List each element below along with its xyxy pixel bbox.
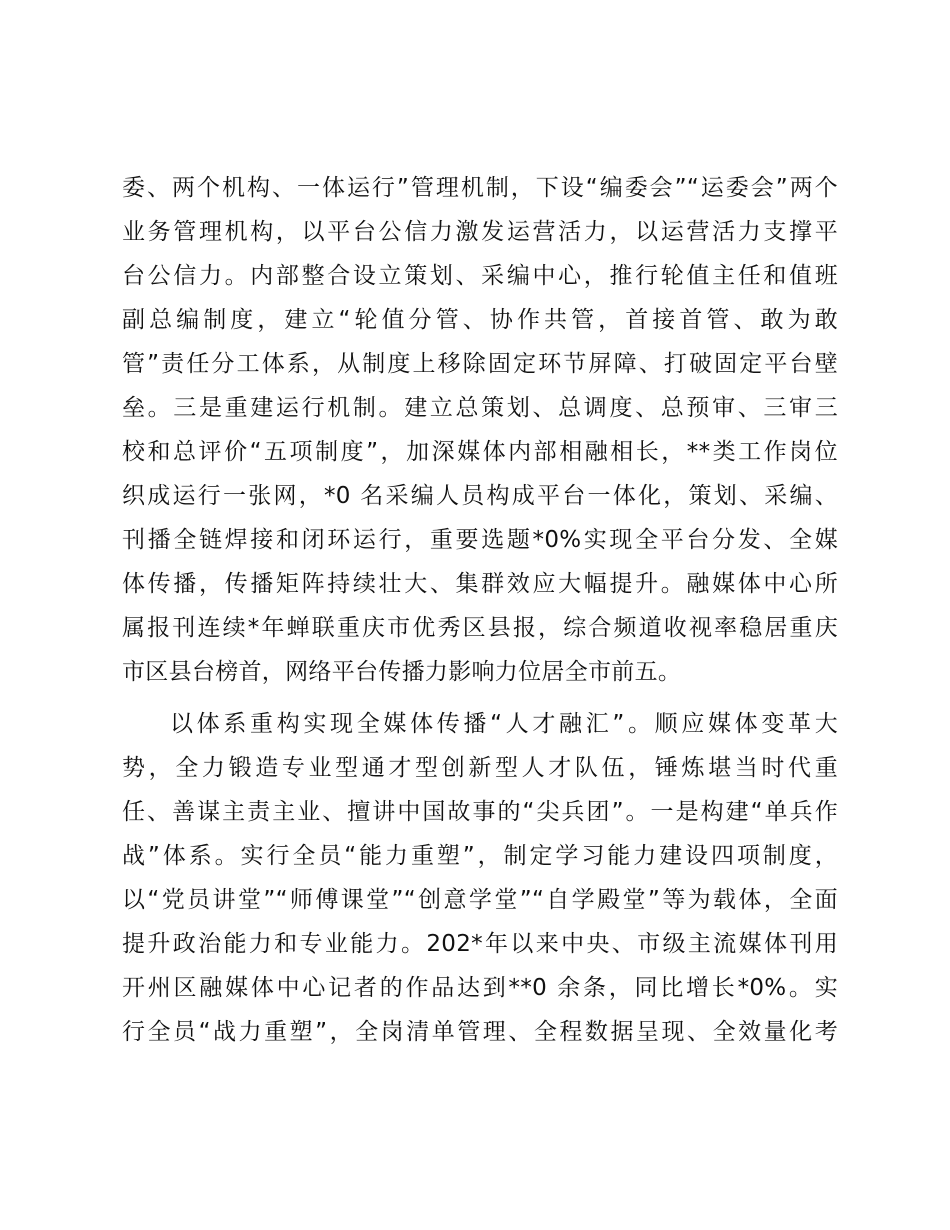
p1-line-11: 属报刊连续*年蝉联重庆市优秀区县报，综合频道收视率稳居重庆 <box>122 615 838 641</box>
p1-line-10: 体传播，传播矩阵持续壮大、集群效应大幅提升。融媒体中心所 <box>122 571 838 597</box>
p2-line-5: 以“党员讲堂”“师傅课堂”“创意学堂”“自学殿堂”等为载体，全面 <box>122 887 838 913</box>
p1-line-4: 副总编制度，建立“轮值分管、协作共管，首接首管、敢为敢 <box>122 307 838 333</box>
p1-line-8: 织成运行一张网，*0 名采编人员构成平台一体化，策划、采编、 <box>122 483 838 509</box>
p2-line-3: 任、善谋主责主业、擅讲中国故事的“尖兵团”。一是构建“单兵作 <box>122 799 838 825</box>
p2-line-6: 提升政治能力和专业能力。202*年以来中央、市级主流媒体刊用 <box>122 931 838 957</box>
p1-line-9: 刊播全链焊接和闭环运行，重要选题*0%实现全平台分发、全媒 <box>122 527 838 553</box>
p1-line-5: 管”责任分工体系，从制度上移除固定环节屏障、打破固定平台壁 <box>122 351 838 377</box>
p1-line-2: 业务管理机构，以平台公信力激发运营活力，以运营活力支撑平 <box>122 219 838 245</box>
p1-line-7: 校和总评价“五项制度”，加深媒体内部相融相长，**类工作岗位 <box>122 439 838 465</box>
p2-line-7: 开州区融媒体中心记者的作品达到**0 余条，同比增长*0%。实 <box>122 975 838 1001</box>
p1-line-6: 垒。三是重建运行机制。建立总策划、总调度、总预审、三审三 <box>122 395 838 421</box>
p2-line-8: 行全员“战力重塑”，全岗清单管理、全程数据呈现、全效量化考 <box>122 1019 838 1045</box>
p2-line-4: 战”体系。实行全员“能力重塑”，制定学习能力建设四项制度， <box>122 843 838 869</box>
p1-line-3: 台公信力。内部整合设立策划、采编中心，推行轮值主任和值班 <box>122 263 838 289</box>
p1-line-12: 市区县台榜首，网络平台传播力影响力位居全市前五。 <box>122 659 682 685</box>
p2-line-2: 势，全力锻造专业型通才型创新型人才队伍，锤炼堪当时代重 <box>122 755 838 781</box>
p1-line-1: 委、两个机构、一体运行”管理机制，下设“编委会”“运委会”两个 <box>122 175 838 201</box>
p2-line-1: 以体系重构实现全媒体传播“人才融汇”。顺应媒体变革大 <box>170 711 838 737</box>
